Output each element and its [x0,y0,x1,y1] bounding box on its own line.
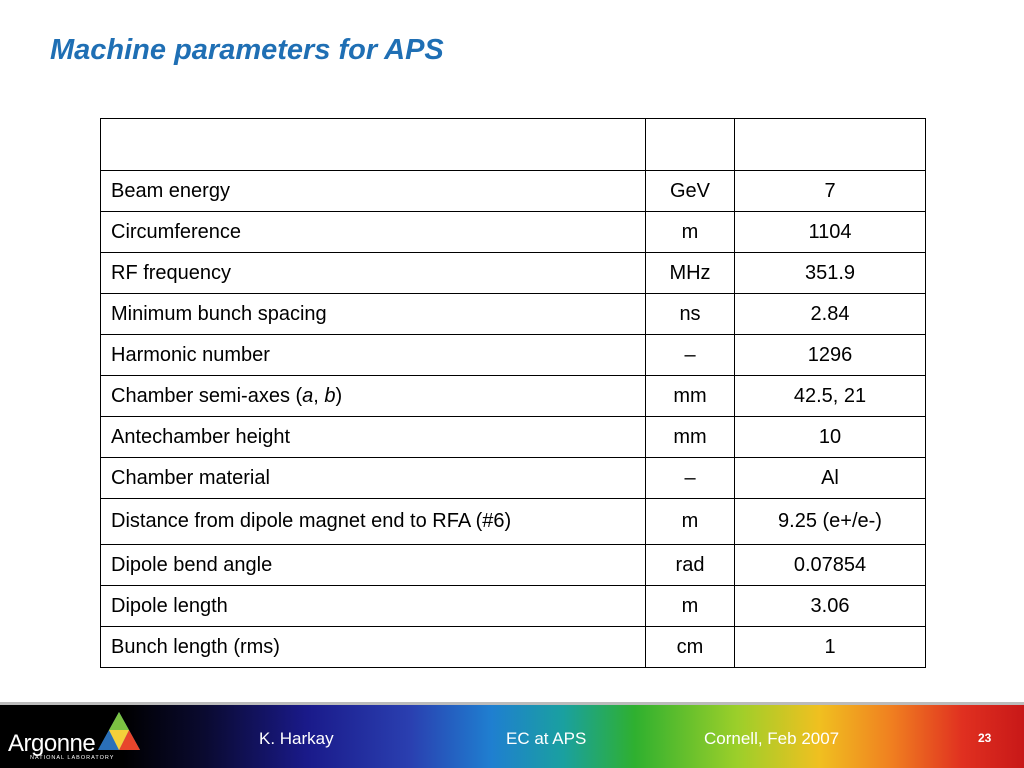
param-name: RF frequency [101,253,646,294]
param-value: 10 [735,417,926,458]
param-name-b: b [324,384,336,407]
param-unit: – [646,458,735,499]
param-name [101,376,646,417]
argonne-triangle-icon [96,710,142,752]
footer-topic: EC at APS [506,729,587,748]
table-row [101,417,926,458]
param-value: 42.5, 21 [735,376,926,417]
param-name: Bunch length (rms) [101,627,646,668]
logo-text: Argonne [8,730,96,757]
param-name: Dipole bend angle [101,545,646,586]
table-row [101,458,926,499]
param-value: 351.9 [735,253,926,294]
param-unit: – [646,335,735,376]
table-row [101,627,926,668]
param-name: Circumference [101,212,646,253]
param-name: Dipole length [101,586,646,627]
param-value: 1296 [735,335,926,376]
page-number: 23 [978,731,992,745]
param-unit: cm [646,627,735,668]
table-row [101,499,926,545]
table-row [101,253,926,294]
param-name: Beam energy [101,171,646,212]
table-row [101,586,926,627]
param-name-prefix: Chamber semi-axes ( [111,384,303,407]
footer-venue: Cornell, Feb 2007 [704,729,840,748]
table-row [101,335,926,376]
param-name: Minimum bunch spacing [101,294,646,335]
argonne-logo [8,708,148,764]
param-name: Harmonic number [101,335,646,376]
param-value: 2.84 [735,294,926,335]
logo-subtext: NATIONAL LABORATORY [30,755,115,761]
param-value: 9.25 (e+/e-) [735,499,926,545]
param-unit: MHz [646,253,735,294]
param-unit: m [646,212,735,253]
param-name-sep: , [313,384,325,407]
param-unit: mm [646,376,735,417]
param-value: Al [735,458,926,499]
param-name: Antechamber height [101,417,646,458]
param-name-a: a [302,384,314,407]
param-unit: m [646,586,735,627]
header-cell-value [735,119,926,171]
param-name: Chamber material [101,458,646,499]
header-cell-unit [646,119,735,171]
header-cell-name [101,119,646,171]
param-value: 3.06 [735,586,926,627]
footer-author: K. Harkay [259,729,334,748]
table-row [101,376,926,417]
table-header-row [101,119,926,171]
param-value: 7 [735,171,926,212]
parameters-table [100,118,926,668]
param-value: 0.07854 [735,545,926,586]
slide-title: Machine parameters for APS [50,34,444,66]
param-unit: GeV [646,171,735,212]
table-row [101,545,926,586]
footer-divider [0,702,1024,705]
param-unit: m [646,499,735,545]
param-unit: mm [646,417,735,458]
table-row [101,294,926,335]
param-value: 1 [735,627,926,668]
param-name-suffix: ) [335,384,343,407]
param-value: 1104 [735,212,926,253]
table-row [101,212,926,253]
param-name: Distance from dipole magnet end to RFA (#6) [101,499,646,545]
param-unit: ns [646,294,735,335]
param-unit: rad [646,545,735,586]
table-row [101,171,926,212]
